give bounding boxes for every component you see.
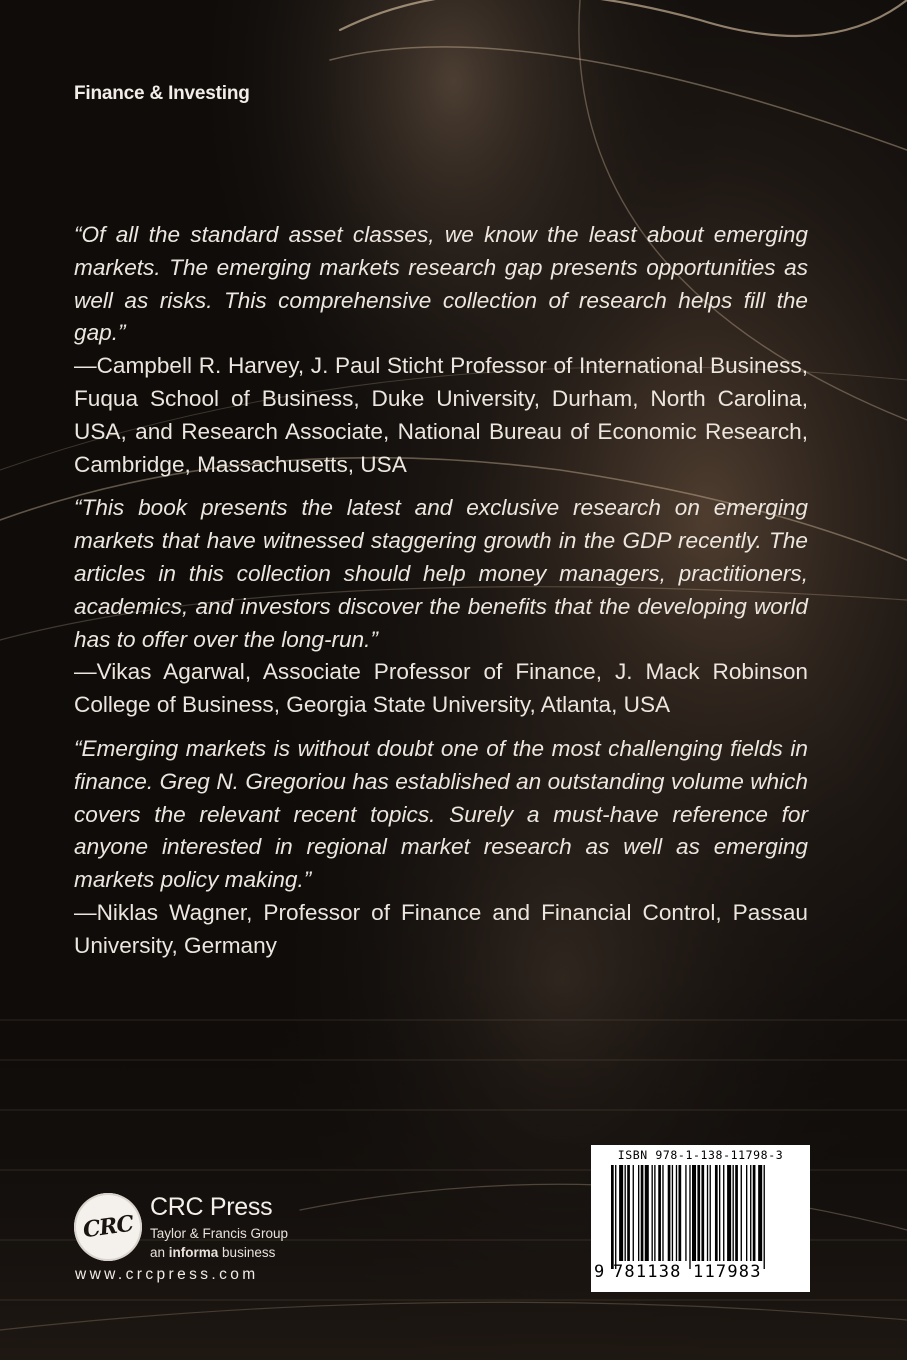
endorsement-attribution: —Campbell R. Harvey, J. Paul Sticht Professor of International Business, Fuqua School of Business, Duke University, Durham, North Carolina, USA, and Research Associate, National Bureau of Economic Research, Cambridge, Massachusetts, USA [74, 353, 808, 477]
barcode-bar [741, 1165, 742, 1261]
ean-digits: 781138 117983 [613, 1262, 762, 1282]
barcode-bar [615, 1165, 616, 1269]
barcode-bar [689, 1165, 690, 1269]
endorsement-quote: “Emerging markets is without doubt one of the most challenging fields in finance. Greg N. Gregoriou has established an outstanding volume which covers the relevant recent topics. Surely a must-have reference for anyone interested in regional market research as well as emerging markets policy making.” [74, 735, 808, 893]
barcode-bar [707, 1165, 708, 1261]
barcode-bar [619, 1165, 623, 1261]
category-label: Finance & Investing [74, 83, 250, 104]
barcode-bar [645, 1165, 649, 1261]
informa-name: informa [168, 1245, 219, 1260]
barcode-bar [611, 1165, 614, 1269]
endorsement [74, 733, 808, 963]
barcode-bar [685, 1165, 686, 1261]
barcode-bar [723, 1165, 724, 1261]
endorsement-attribution: —Vikas Agarwal, Associate Professor of Finance, J. Mack Robinson College of Business, Georgia State University, Atlanta, USA [74, 659, 808, 718]
barcode-bar [701, 1165, 704, 1261]
barcode-bar [764, 1165, 765, 1269]
barcode-bar [676, 1165, 677, 1261]
ean-lead-digit: 9 [594, 1262, 605, 1282]
isbn-label: ISBN 978-1-138-11798-3 [617, 1148, 784, 1162]
publisher-informa [150, 1245, 275, 1260]
barcode-bar [758, 1165, 762, 1261]
barcode-bar [633, 1165, 634, 1261]
barcode-bar [719, 1165, 720, 1261]
barcode-bar [733, 1165, 734, 1261]
crc-logo-text: CRC [81, 1210, 135, 1244]
informa-suffix: business [218, 1245, 276, 1260]
barcode-bar [662, 1165, 663, 1261]
barcode-bar [658, 1165, 661, 1261]
barcode-bar [652, 1165, 653, 1261]
endorsement [74, 492, 808, 722]
barcode-bar [654, 1165, 655, 1261]
publisher-url: www.crcpress.com [75, 1266, 259, 1283]
publisher-group: Taylor & Francis Group [150, 1226, 289, 1241]
barcode-bar [746, 1165, 747, 1261]
barcode-bar [697, 1165, 700, 1261]
endorsement-attribution: —Niklas Wagner, Professor of Finance and Financial Control, Passau University, Germany [74, 899, 808, 958]
endorsement-quote: “Of all the standard asset classes, we know the least about emerging markets. The emerging markets research gap presents opportunities as well as risks. This comprehensive collection of research helps fill the gap.” [74, 222, 808, 346]
informa-prefix: an [150, 1245, 169, 1260]
barcode-bar [753, 1165, 756, 1261]
barcode-bar [727, 1165, 731, 1261]
endorsement-quote: “This book presents the latest and exclusive research on emerging markets that have witnessed staggering growth in the GDP recently. The articles in this collection should help money managers, practitioners, academics, and investors discover the benefits that the developing world has to offer over the long-run.” [74, 495, 808, 652]
barcode-bar [735, 1165, 738, 1261]
barcode-bar [668, 1165, 671, 1261]
publisher-block [74, 1193, 314, 1293]
barcode-bar [710, 1165, 711, 1261]
isbn-barcode [591, 1145, 810, 1292]
publisher-name: CRC Press [150, 1193, 273, 1221]
barcode-bar [672, 1165, 673, 1261]
endorsements [74, 219, 808, 974]
barcode-bar [715, 1165, 718, 1261]
barcode-bar [692, 1165, 696, 1261]
barcode-bar [641, 1165, 644, 1261]
endorsement [74, 219, 808, 481]
barcode-bar [625, 1165, 626, 1261]
barcode-bar [750, 1165, 751, 1261]
barcode-bar [679, 1165, 682, 1261]
barcode-bars-icon [591, 1165, 810, 1273]
barcode-bar [627, 1165, 630, 1261]
barcode-bar [638, 1165, 639, 1261]
